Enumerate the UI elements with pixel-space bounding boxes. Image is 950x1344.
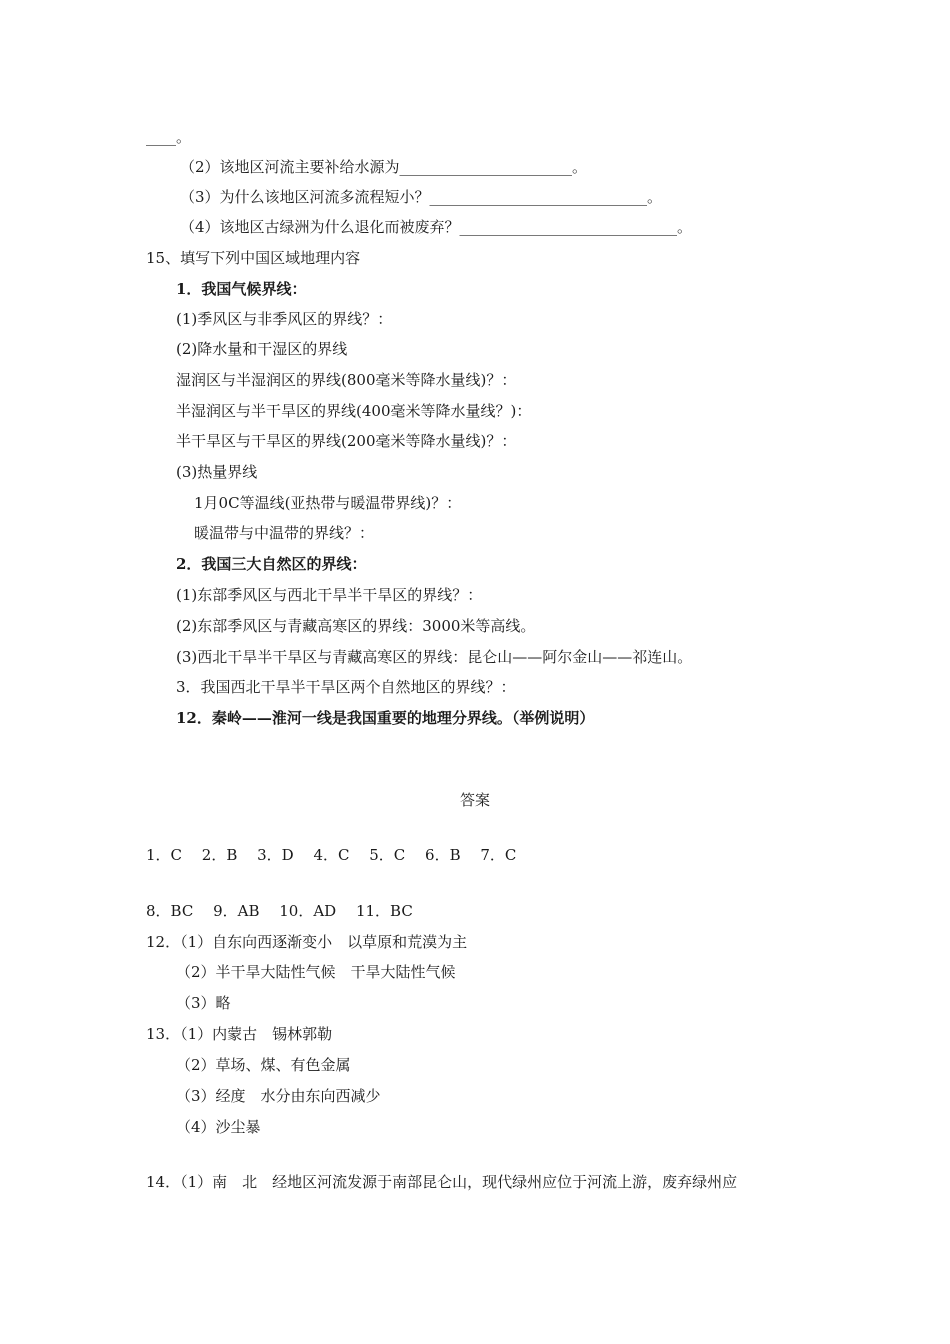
q14-part2: （2）该地区河流主要补给水源为_______________________。	[180, 158, 588, 176]
answers-heading: 答案	[459, 791, 490, 809]
section1-heading: 1．我国气候界线：	[176, 280, 307, 298]
section1-item3b: 暖温带与中温带的界线？：	[194, 524, 375, 542]
section2-heading: 2．我国三大自然区的界线：	[176, 555, 367, 573]
answer12-part3: （3）略	[176, 994, 231, 1012]
section1-item3: (3)热量界线	[176, 463, 258, 481]
section1-item2: (2)降水量和干湿区的界线	[176, 340, 348, 358]
section12-text: 12．秦岭——淮河一线是我国重要的地理分界线。（举例说明）	[176, 709, 595, 727]
q14-part3: （3）为什么该地区河流多流程短小？_____________________________。	[180, 188, 663, 206]
section1-item2a: 湿润区与半湿润区的界线(800毫米等降水量线)？：	[176, 371, 517, 389]
answer13-part4: （4）沙尘暴	[176, 1118, 261, 1136]
q14-part4: （4）该地区古绿洲为什么退化而被废弃？_____________________________。	[180, 218, 693, 236]
answer14-part1: 14．（1）南 北 经地区河流发源于南部昆仑山，现代绿州应位于河流上游，废弃绿州应	[146, 1173, 738, 1191]
section1-item3a: 1月0C等温线(亚热带与暖温带界线)？：	[194, 494, 462, 512]
section1-item1: (1)季风区与非季风区的界线？：	[176, 310, 393, 328]
q15-title: 15、填写下列中国区域地理内容	[146, 249, 361, 267]
answers-row1: 1．C 2．B 3．D 4．C 5．C 6．B 7．C	[146, 846, 517, 864]
answer13-part1: 13．（1）内蒙古 锡林郭勒	[146, 1025, 333, 1043]
q14-tail-blank: ____。	[146, 128, 192, 146]
section1-item2b: 半湿润区与半干旱区的界线(400毫米等降水量线？)：	[176, 402, 532, 420]
answer12-part2: （2）半干旱大陆性气候 干旱大陆性气候	[176, 963, 456, 981]
answers-row2: 8．BC 9．AB 10．AD 11．BC	[146, 902, 413, 920]
section3-heading: 3．我国西北干旱半干旱区两个自然地区的界线？：	[176, 678, 516, 696]
section1-item2c: 半干旱区与干旱区的界线(200毫米等降水量线)？：	[176, 432, 517, 450]
section2-item3: (3)西北干旱半干旱区与青藏高寒区的界线：昆仑山——阿尔金山——祁连山。	[176, 648, 693, 666]
answer12-part1: 12．（1）自东向西逐渐变小 以草原和荒漠为主	[146, 933, 468, 951]
section2-item2: (2)东部季风区与青藏高寒区的界线：3000米等高线。	[176, 617, 536, 635]
section2-item1: (1)东部季风区与西北干旱半干旱区的界线？：	[176, 586, 483, 604]
answer13-part3: （3）经度 水分由东向西减少	[176, 1087, 381, 1105]
section12-heading	[176, 708, 594, 728]
answer13-part2: （2）草场、煤、有色金属	[176, 1056, 351, 1074]
